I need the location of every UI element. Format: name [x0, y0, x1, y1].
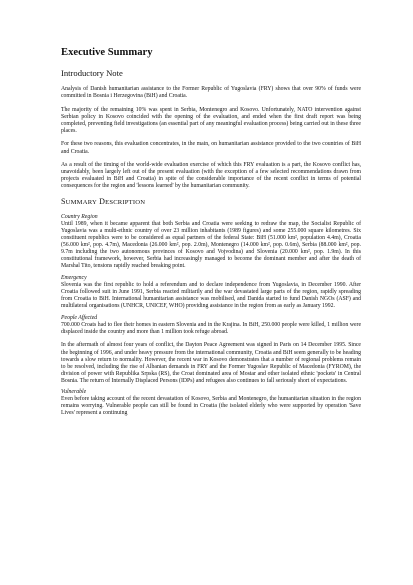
intro-paragraph: For these two reasons, this evaluation concentrates, in the main, on humanitarian assistance provided to the two countries of BiH and Croatia.: [61, 141, 361, 155]
page-content: [61, 47, 361, 424]
intro-paragraph: As a result of the timing of the world-wide evaluation exercise of which this FRY evaluation is a part, the Kosovo conflict has, unavoidably, been largely left out of the present evaluation (with the exception of a few selected recommendations drawn from projects evaluated in BiH and Croatia) in spite of the considerable importance of the recent conflict in terms of potential consequences for the region and 'lessons learned' by the humanitarian community.: [61, 162, 361, 190]
section-paragraph: Even before taking account of the recent devastation of Kosovo, Serbia and Montenegro, the humanitarian situation in the region remains worrying. Vulnerable people can still be found in Croatia (the isolated elderly who were supported by operation 'Save Lives' represent a continuing: [61, 396, 361, 417]
intro-heading: Introductory Note: [61, 68, 123, 78]
intro-paragraph: The majority of the remaining 10% was spent in Serbia, Montenegro and Kosovo. Unfortunately, NATO intervention against Serbian policy in Kosovo coincided with the opening of the evaluation, and ended when the first draft report was being completed, preventing field investigations (an essential part of any meaningful evaluation process) being carried out in these three places.: [61, 106, 361, 134]
section-heading-country-region: Country Region: [61, 213, 98, 220]
section-heading-people-affected: People Affected: [61, 314, 98, 321]
intro-paragraph: Analysis of Danish humanitarian assistance to the Former Republic of Yugoslavia (FRY) shows that over 90% of funds were committed in Bosnia i Herzegovina (BiH) and Croatia.: [61, 86, 361, 100]
section-paragraph: 700.000 Croats had to flee their homes in eastern Slovenia and in the Krajina. In BiH, 250.000 people were killed, 1 million were displaced inside the country and more than 1 million took refuge abroad.: [61, 321, 361, 335]
section-heading-vulnerable: Vulnerable: [61, 389, 87, 396]
section-paragraph: Slovenia was the first republic to hold a referendum and to declare independence from Yugoslavia, in December 1990. After Croatia followed suit in June 1991, Serbia reacted militarily and the war devastated large parts of the region, rapidly spreading from Croatia to BiH. International humanitarian assistance was mobilised, and Danida started to fund Danish NGOs (ASF) and multilateral organisations (UNHCR, UNICEF, WHO) providing assistance in the region from as early as January 1992.: [61, 281, 361, 310]
summary-heading: SUMMARY DESCRIPTION: [61, 196, 146, 206]
document-title: Executive Summary: [61, 47, 153, 58]
section-heading-emergency: Emergency: [61, 274, 87, 281]
section-paragraph: Until 1989, when it became apparent that both Serbia and Croatia were seeking to redraw the map, the Socialist Republic of Yugoslavia was a multi-ethnic country of over 23 million inhabitants (1989 figures) and some 255.000 square kilometres. Six constituent republics were to be considered as equal partners of the federal State: BiH (51.000 km², population 4.4m), Croatia (56.000 km², pop. 4.7m), Macedonia (26.000 km², pop. 2.0m), Montenegro (14.000 km², pop. 0.6m), Serbia (88.000 km², pop. 9.7m including the two autonomous provinces of Kosovo and Vojvodina) and Slovenia (20.000 km², pop. 1.9m). In this constitutional framework, however, Serbia had increasingly managed to become the dominant member and after the death of Marshal Tito, tensions rapidly reached breaking point.: [61, 220, 361, 270]
section-paragraph: In the aftermath of almost four years of conflict, the Dayton Peace Agreement was signed in Paris on 14 December 1995. Since the beginning of 1996, and under heavy pressure from the international community, Croatia and BiH seem generally to be heading towards a slow return to normality. However, the recent war in Kosovo demonstrates that a number of regional problems remain to be resolved, including the rise of Albanian demands in FRY and the Former Yugoslav Republic of Macedonia (FYROM), the division of power with Republika Srpska (RS), the Croat dominated area of Mostar and other isolated ethnic 'pockets' in Central Bosnia. The return of Internally Displaced Persons (IDPs) and refugees also continues to fall seriously short of expectations.: [61, 342, 361, 384]
